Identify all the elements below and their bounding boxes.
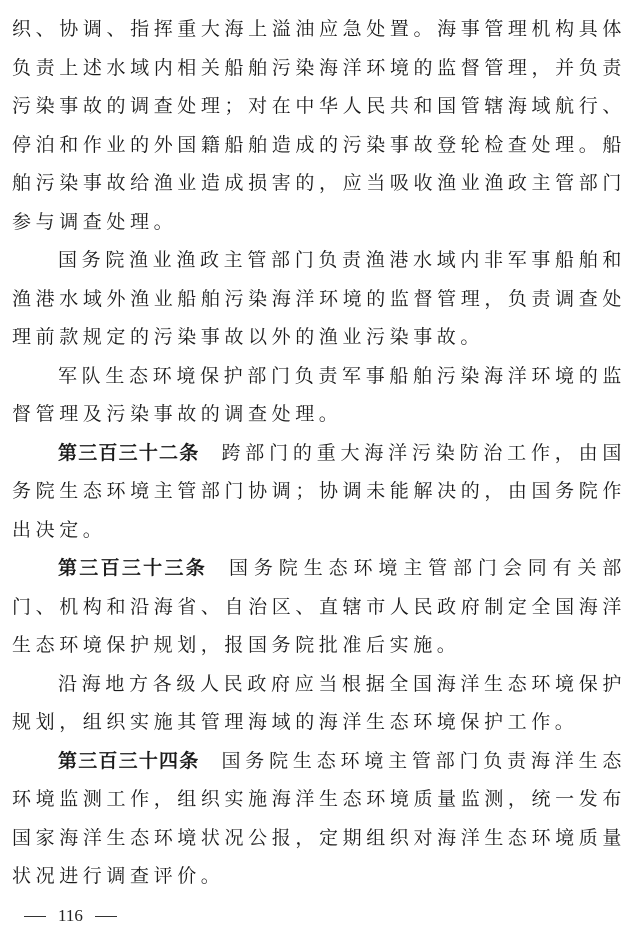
footer-dash-right xyxy=(95,916,117,917)
article-332 xyxy=(12,434,626,550)
paragraph-text: 国务院渔业渔政主管部门负责渔港水域内非军事船舶和渔港水域外渔业船舶污染海洋环境的监督管理，负责调查处理前款规定的污染事故以外的渔业污染事故。 xyxy=(12,249,626,348)
article-333 xyxy=(12,549,626,665)
paragraph-3 xyxy=(12,357,626,434)
paragraph-text: 沿海地方各级人民政府应当根据全国海洋生态环境保护规划，组织实施其管理海域的海洋生态环境保护工作。 xyxy=(12,672,626,733)
paragraph-2 xyxy=(12,241,626,357)
paragraph-6 xyxy=(12,665,626,742)
paragraph-text: 国务院生态环境主管部门负责海洋生态环境监测工作，组织实施海洋生态环境质量监测，统一发布国家海洋生态环境状况公报，定期组织对海洋生态环境质量状况进行调查评价。 xyxy=(12,749,626,887)
article-number: 第三百三十二条 xyxy=(58,441,200,464)
document-page xyxy=(12,10,626,896)
footer-dash-left xyxy=(24,916,46,917)
page-number: 116 xyxy=(58,906,83,925)
page-footer xyxy=(24,906,117,926)
paragraph-text: 国务院生态环境主管部门会同有关部门、机构和沿海省、自治区、直辖市人民政府制定全国海洋生态环境保护规划，报国务院批准后实施。 xyxy=(12,557,626,656)
paragraph-1 xyxy=(12,10,626,241)
article-number: 第三百三十三条 xyxy=(58,557,208,579)
paragraph-text: 织、协调、指挥重大海上溢油应急处置。海事管理机构具体负责上述水域内相关船舶污染海洋环境的监督管理，并负责污染事故的调查处理；对在中华人民共和国管辖海域航行、停泊和作业的外国籍船舶造成的污染事故登轮检查处理。船舶污染事故给渔业造成损害的，应当吸收渔业渔政主管部门参与调查处理。 xyxy=(12,18,626,233)
paragraph-text: 跨部门的重大海洋污染防治工作，由国务院生态环境主管部门协调；协调未能解决的，由国务院作出决定。 xyxy=(12,441,626,541)
paragraph-text: 军队生态环境保护部门负责军事船舶污染海洋环境的监督管理及污染事故的调查处理。 xyxy=(12,364,626,425)
article-334 xyxy=(12,742,626,896)
article-number: 第三百三十四条 xyxy=(58,749,200,772)
